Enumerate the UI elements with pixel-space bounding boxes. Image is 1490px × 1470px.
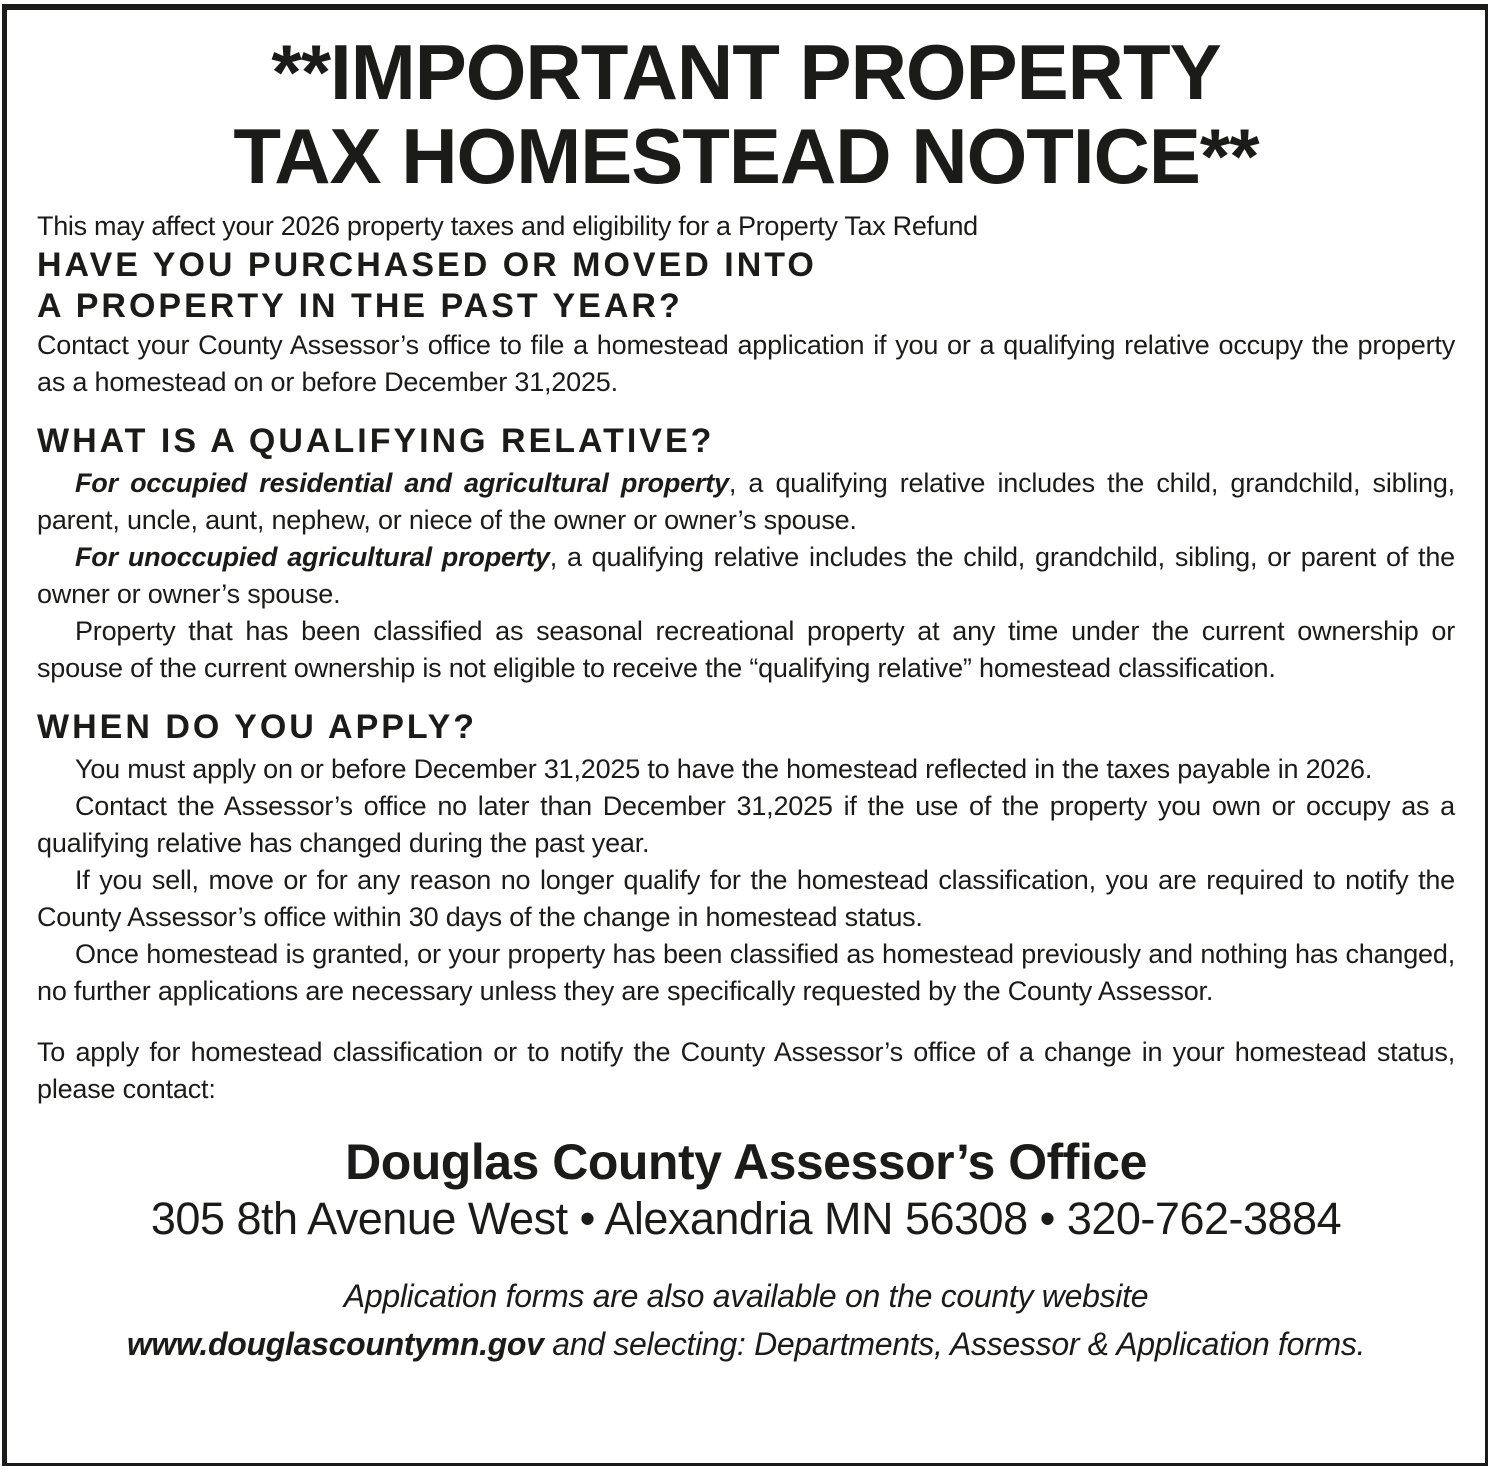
occupied-property-lead: For occupied residential and agricultural property bbox=[75, 468, 729, 499]
purchase-question-heading bbox=[37, 245, 1455, 327]
unoccupied-property-paragraph bbox=[37, 539, 1455, 613]
when-apply-heading: WHEN DO YOU APPLY? bbox=[37, 708, 478, 747]
purchase-question-line1: HAVE YOU PURCHASED OR MOVED INTO bbox=[37, 246, 817, 285]
unoccupied-property-text: , a qualifying relative includes the child, grandchild, sibling, or parent of the owner or owner’s spouse. bbox=[37, 542, 1455, 610]
apply-contact-paragraph: To apply for homestead classification or to notify the County Assessor’s office of a change in your homestead status, please contact: bbox=[37, 1037, 1455, 1105]
once-granted-paragraph: Once homestead is granted, or your property has been classified as homestead previously and nothing has changed, no further applications are necessary unless they are specifically requested by the County Assessor. bbox=[37, 939, 1455, 1007]
no-longer-qualify-paragraph: If you sell, move or for any reason no longer qualify for the homestead classification, you are required to notify the County Assessor’s office within 30 days of the change in homestead status. bbox=[37, 865, 1455, 933]
change-of-use-paragraph: Contact the Assessor’s office no later than December 31,2025 if the use of the property you own or occupy as a qualifying relative has changed during the past year. bbox=[37, 791, 1455, 859]
seasonal-note-paragraph: Property that has been classified as seasonal recreational property at any time under the current ownership or spouse of the current ownership is not eligible to receive the “qualifying relative” homestead classification. bbox=[37, 616, 1455, 684]
notice-border-box bbox=[2, 4, 1488, 1466]
apply-deadline-paragraph: You must apply on or before December 31,2025 to have the homestead reflected in the taxes payable in 2026. bbox=[75, 754, 1373, 785]
intro-text: This may affect your 2026 property taxes and eligibility for a Property Tax Refund bbox=[37, 211, 978, 242]
county-website-url: www.douglascountymn.gov bbox=[126, 1326, 544, 1363]
contact-instruction-paragraph: Contact your County Assessor’s office to file a homestead application if you or a qualifying relative occupy the property as a homestead on or before December 31,2025. bbox=[37, 330, 1455, 398]
office-name: Douglas County Assessor’s Office bbox=[345, 1134, 1147, 1191]
unoccupied-property-lead: For unoccupied agricultural property bbox=[75, 542, 550, 573]
notice-title-line1: **IMPORTANT PROPERTY bbox=[271, 28, 1221, 116]
forms-availability-note bbox=[37, 1272, 1455, 1368]
qualifying-relative-heading: WHAT IS A QUALIFYING RELATIVE? bbox=[37, 422, 715, 461]
forms-note-line1: Application forms are also available on the county website bbox=[343, 1278, 1149, 1315]
occupied-property-text: , a qualifying relative includes the child, grandchild, sibling, parent, uncle, aunt, nephew, or niece of the owner or owner’s spouse. bbox=[37, 468, 1455, 536]
website-instructions: and selecting: Departments, Assessor & Application forms. bbox=[543, 1326, 1366, 1363]
office-address-phone: 305 8th Avenue West • Alexandria MN 56308 • 320-762-3884 bbox=[150, 1193, 1342, 1245]
notice-title bbox=[37, 28, 1455, 201]
purchase-question-line2: A PROPERTY IN THE PAST YEAR? bbox=[37, 287, 683, 326]
notice-title-line2: TAX HOMESTEAD NOTICE** bbox=[233, 112, 1259, 201]
occupied-property-paragraph bbox=[37, 465, 1455, 539]
